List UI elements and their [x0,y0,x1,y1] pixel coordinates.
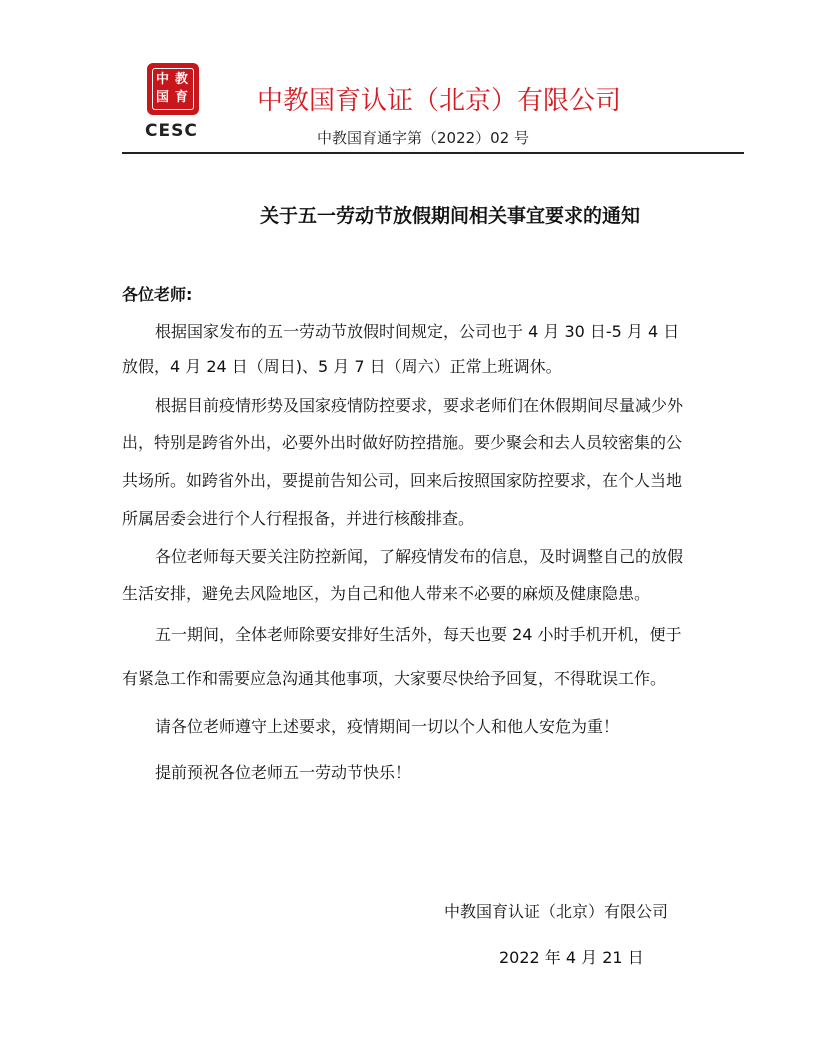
notice-title: 关于五一劳动节放假期间相关事宜要求的通知 [260,205,641,227]
logo-seal [147,63,199,115]
body-line: 根据国家发布的五一劳动节放假时间规定，公司也于 4 月 30 日-5 月 4 日 [155,322,680,341]
body-line: 共场所。如跨省外出，要提前告知公司，回来后按照国家防控要求，在个人当地 [122,471,683,490]
body-line: 请各位老师遵守上述要求，疫情期间一切以个人和他人安危为重！ [155,717,620,736]
body-line: 出，特别是跨省外出，必要外出时做好防控措施。要少聚会和去人员较密集的公 [122,433,683,452]
signature-date: 2022 年 4 月 21 日 [499,948,644,967]
body-line: 放假，4 月 24 日（周日)、5 月 7 日（周六）正常上班调休。 [122,357,562,376]
logo-char-1: 中 [156,72,170,87]
logo-char-2: 教 [175,72,189,87]
body-line: 生活安排，避免去风险地区，为自己和他人带来不必要的麻烦及健康隐患。 [122,584,651,603]
company-logo [137,63,207,145]
company-name-header: 中教国育认证（北京）有限公司 [257,86,622,116]
logo-char-4: 育 [175,90,189,105]
document-number: 中教国育通字第（2022）02 号 [317,129,530,147]
body-line: 提前预祝各位老师五一劳动节快乐！ [155,763,412,782]
salutation: 各位老师: [122,285,193,304]
body-line: 有紧急工作和需要应急沟通其他事项，大家要尽快给予回复，不得耽误工作。 [122,669,667,688]
body-line: 五一期间，全体老师除要安排好生活外，每天也要 24 小时手机开机，便于 [155,625,682,644]
header-divider [122,152,744,154]
body-line: 所属居委会进行个人行程报备，并进行核酸排查。 [122,509,475,528]
signature-company: 中教国育认证（北京）有限公司 [444,902,669,921]
body-line: 各位老师每天要关注防控新闻，了解疫情发布的信息，及时调整自己的放假 [155,547,684,566]
logo-text: CESC [145,121,198,141]
body-line: 根据目前疫情形势及国家疫情防控要求，要求老师们在休假期间尽量减少外 [155,396,684,415]
logo-char-3: 国 [156,90,170,105]
